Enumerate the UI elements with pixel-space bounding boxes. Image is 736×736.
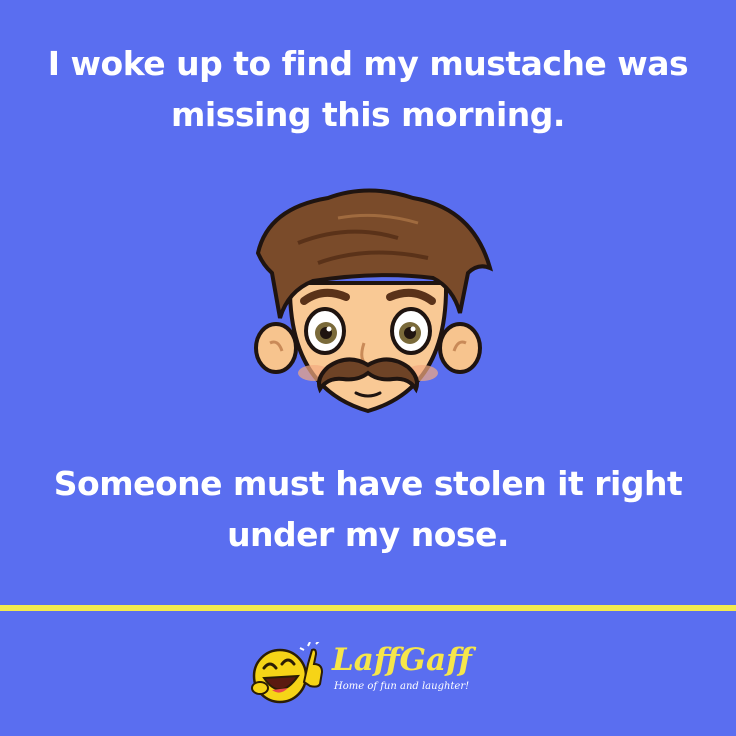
joke-punchline-text: Someone must have stolen it right under my nose. [53, 464, 683, 554]
laffgaff-logo[interactable] [250, 640, 490, 710]
divider-line [0, 605, 736, 611]
brand-tagline: Home of fun and laughter! [334, 681, 470, 692]
brand-name: LaffGaff [332, 642, 472, 678]
man-with-mustache-icon [228, 183, 508, 423]
joke-setup-text: I woke up to find my mustache was missing this morning. [47, 44, 689, 134]
laughing-smiley-icon [250, 642, 330, 708]
